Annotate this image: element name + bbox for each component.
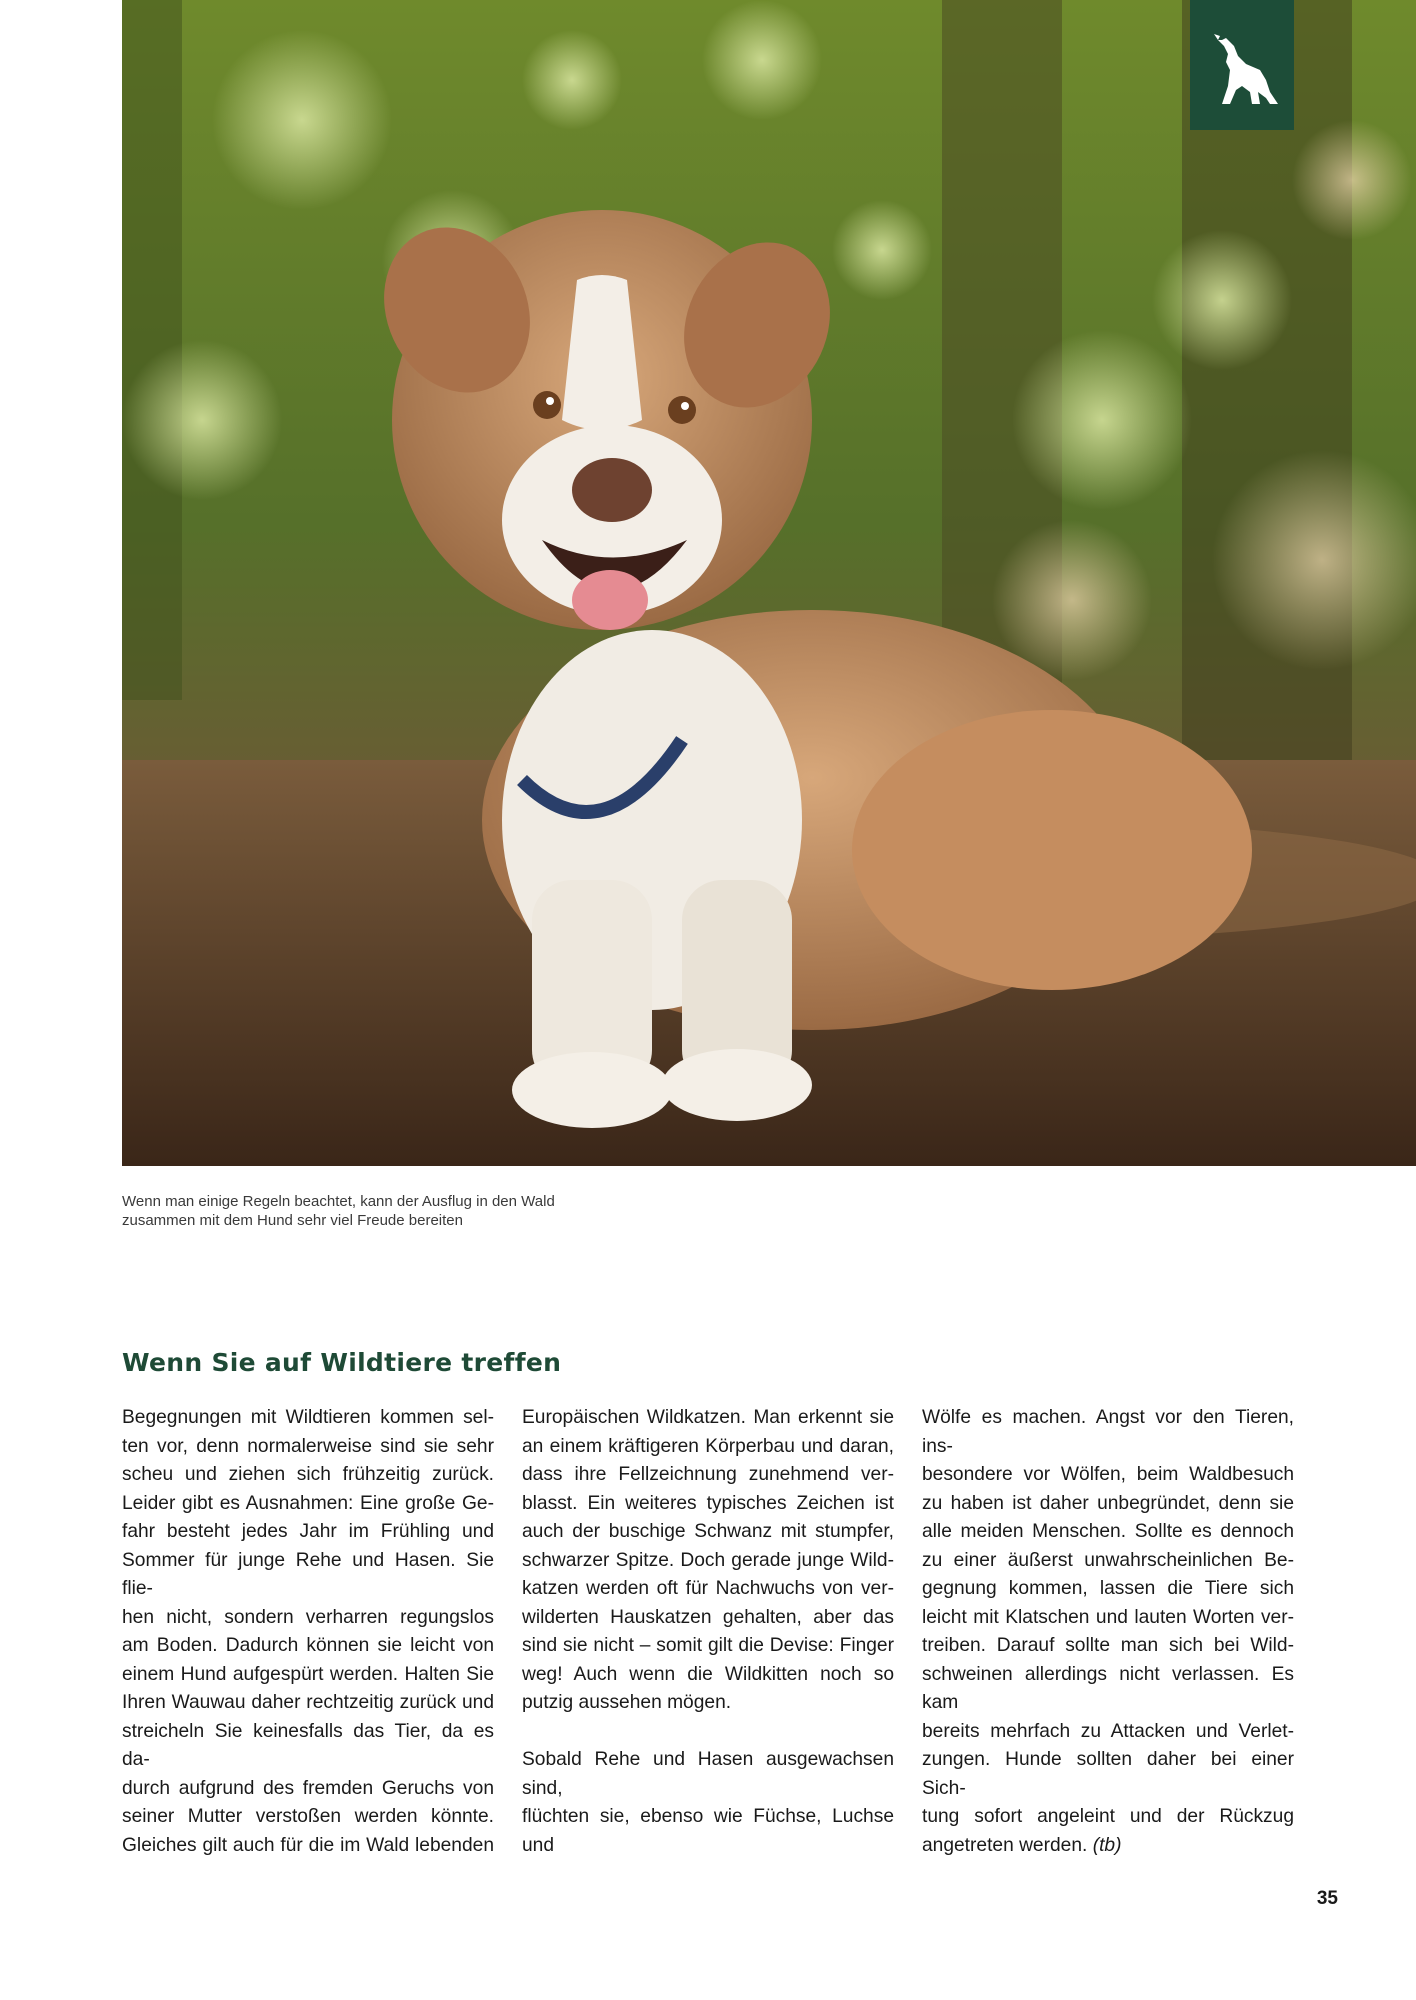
text-line: zu haben ist daher unbegründet, denn sie: [922, 1492, 1294, 1514]
text-line: dass ihre Fellzeichnung zunehmend ver-: [522, 1464, 894, 1485]
text-line: hen nicht, sondern verharren regungslos: [122, 1606, 494, 1628]
caption-line: zusammen mit dem Hund sehr viel Freude bereiten: [122, 1212, 463, 1229]
text-line: zu einer äußerst unwahrscheinlichen Be-: [922, 1549, 1294, 1571]
text-line: fahr besteht jedes Jahr im Frühling und: [122, 1521, 494, 1542]
caption-line: Wenn man einige Regeln beachtet, kann der Ausflug in den Wald: [122, 1193, 555, 1210]
text-column-3: [922, 1404, 1294, 1860]
text-line: schweinen allerdings nicht verlassen. Es kam: [922, 1663, 1294, 1713]
text-line: einem Hund aufgespürt werden. Halten Sie: [122, 1663, 494, 1685]
text-line: bereits mehrfach zu Attacken und Verlet-: [922, 1720, 1294, 1742]
photo-caption: [122, 1192, 642, 1230]
text-line-final: [922, 1832, 1294, 1861]
text-line: weg! Auch wenn die Wildkitten noch so: [522, 1663, 894, 1685]
text-line: angetreten werden.: [922, 1834, 1088, 1856]
text-line: Europäischen Wildkatzen. Man erkennt sie: [522, 1407, 894, 1428]
text-line: flüchten sie, ebenso wie Füchse, Luchse und: [522, 1806, 894, 1856]
section-heading: Wenn Sie auf Wildtiere treffen: [122, 1348, 562, 1377]
text-line: seiner Mutter verstoßen werden könnte.: [122, 1806, 494, 1827]
page-number: 35: [1316, 1888, 1338, 1909]
text-line: besondere vor Wölfen, beim Waldbesuch: [922, 1464, 1294, 1485]
text-line: Leider gibt es Ausnahmen: Eine große Ge-: [122, 1492, 494, 1514]
text-line: alle meiden Menschen. Sollte es dennoch: [922, 1521, 1294, 1542]
text-line: katzen werden oft für Nachwuchs von ver-: [522, 1578, 894, 1599]
text-line: durch aufgrund des fremden Geruchs von: [122, 1777, 494, 1799]
wolf-badge: [1190, 0, 1294, 130]
text-line: ten vor, denn normalerweise sind sie sehr: [122, 1435, 494, 1457]
text-line: Sobald Rehe und Hasen ausgewachsen sind,: [522, 1749, 894, 1799]
text-line: zungen. Hunde sollten daher bei einer Sich-: [922, 1749, 1294, 1799]
text-line: wilderten Hauskatzen gehalten, aber das: [522, 1606, 894, 1628]
text-line: streicheln Sie keinesfalls das Tier, da es da-: [122, 1720, 494, 1770]
text-line: leicht mit Klatschen und lauten Worten ver-: [922, 1606, 1294, 1628]
text-line: an einem kräftigeren Körperbau und daran,: [522, 1435, 894, 1457]
text-line: am Boden. Dadurch können sie leicht von: [122, 1635, 494, 1656]
text-line: Gleiches gilt auch für die im Wald lebenden: [122, 1834, 494, 1856]
author-signature: (tb): [1092, 1834, 1122, 1856]
text-line: Begegnungen mit Wildtieren kommen sel-: [122, 1407, 494, 1428]
text-line: Sommer für junge Rehe und Hasen. Sie flie-: [122, 1549, 494, 1599]
text-line: treiben. Darauf sollte man sich bei Wild-: [922, 1635, 1294, 1656]
text-line: auch der buschige Schwanz mit stumpfer,: [522, 1521, 894, 1542]
text-line: scheu und ziehen sich frühzeitig zurück.: [122, 1464, 494, 1485]
text-line: blasst. Ein weiteres typisches Zeichen ist: [522, 1492, 894, 1514]
howling-wolf-icon: [1190, 0, 1294, 130]
text-line: tung sofort angeleint und der Rückzug: [922, 1806, 1294, 1827]
text-line: Wölfe es machen. Angst vor den Tieren, ins-: [922, 1407, 1294, 1457]
text-column-2: [522, 1404, 894, 1860]
dog-forest-photo: [122, 0, 1416, 1166]
text-line: schwarzer Spitze. Doch gerade junge Wild-: [522, 1549, 894, 1571]
text-line: sind sie nicht – somit gilt die Devise: Finger: [522, 1635, 894, 1656]
dog-forest-illustration: [122, 0, 1416, 1166]
text-line: putzig aussehen mögen.: [522, 1692, 732, 1713]
text-column-1: [122, 1404, 494, 1860]
text-line: Ihren Wauwau daher rechtzeitig zurück und: [122, 1692, 494, 1713]
text-line: gegnung kommen, lassen die Tiere sich: [922, 1578, 1294, 1599]
